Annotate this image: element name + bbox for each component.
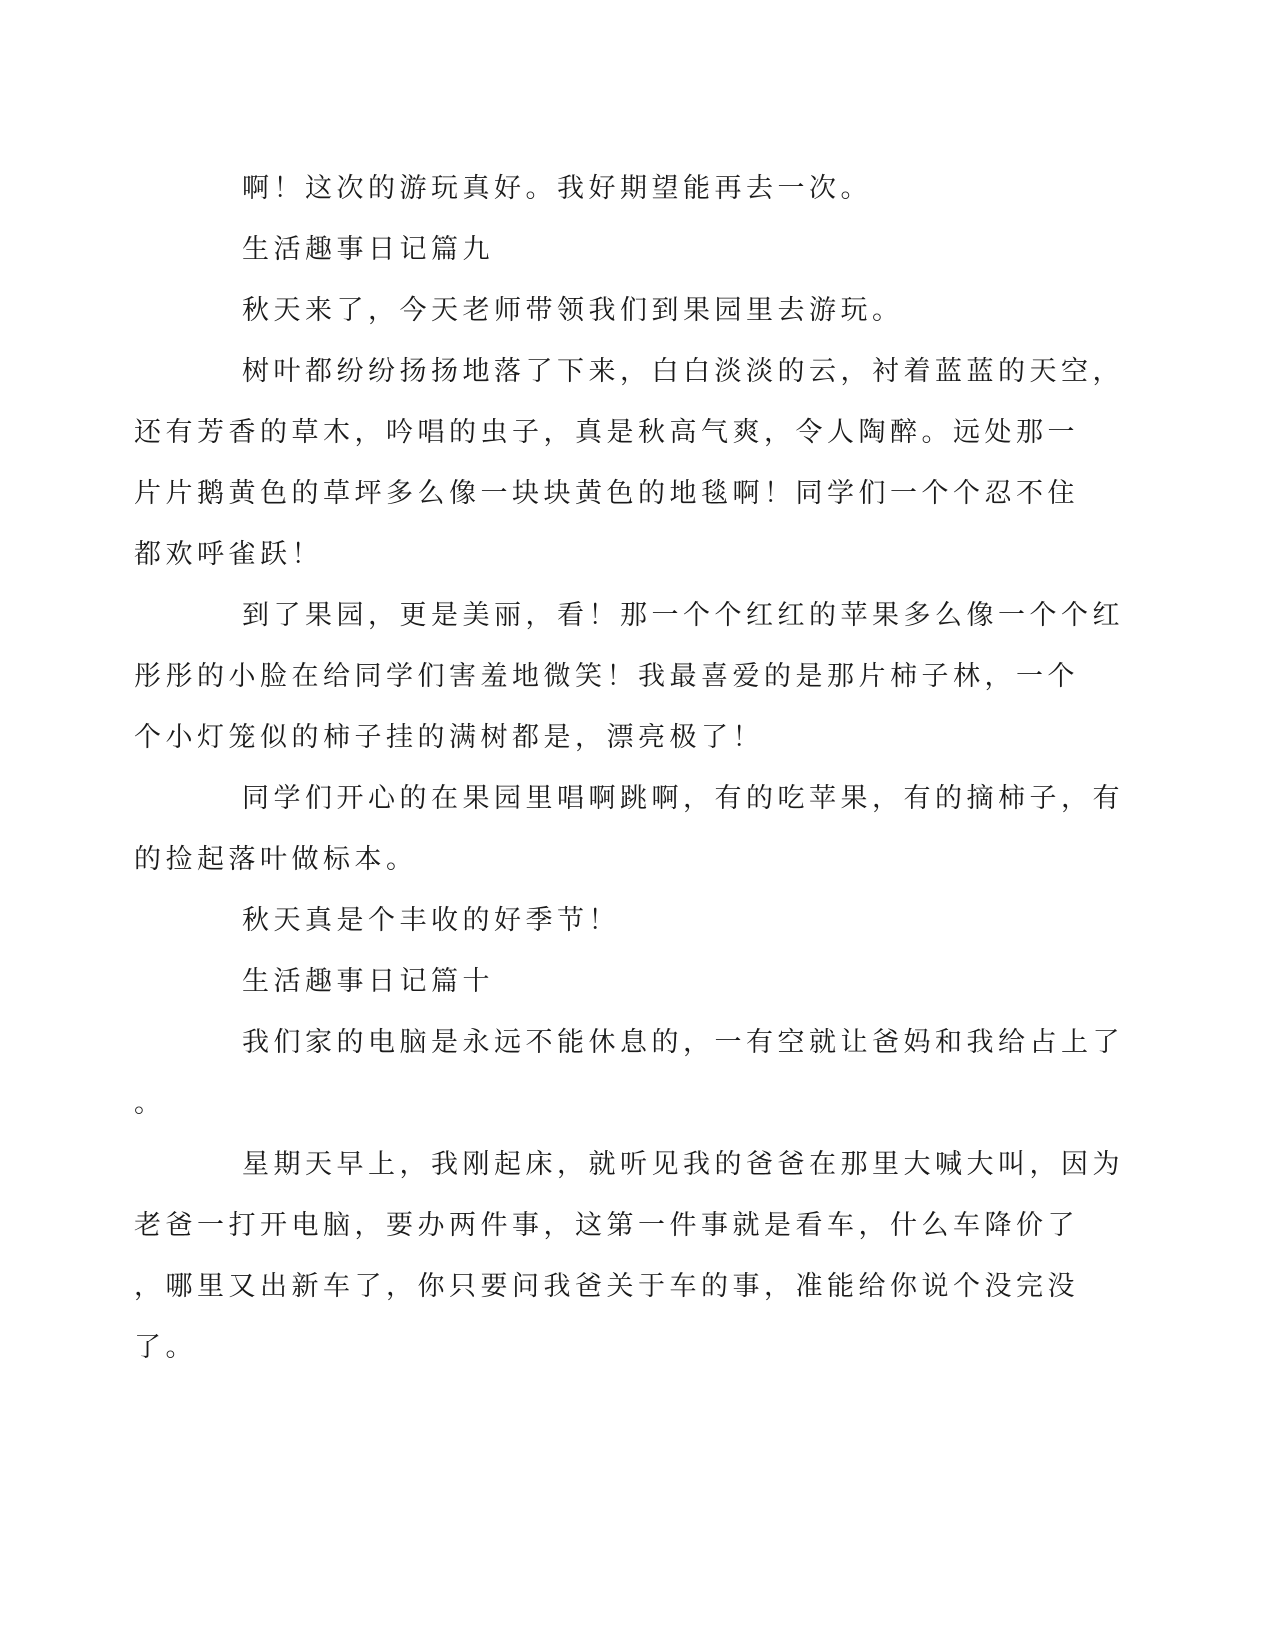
- text-line: 的捡起落叶做标本。: [134, 844, 418, 875]
- text-line: 老爸一打开电脑，要办两件事，这第一件事就是看车，什么车降价了: [134, 1210, 1079, 1241]
- paragraph: [134, 341, 1124, 585]
- text-line: 还有芳香的草木，吟唱的虫子，真是秋高气爽，令人陶醉。远处那一: [134, 417, 1079, 448]
- section-heading: [188, 951, 1068, 1012]
- text-line: 片片鹅黄色的草坪多么像一块块黄色的地毯啊！同学们一个个忍不住: [134, 478, 1079, 509]
- text-line: 都欢呼雀跃！: [134, 539, 323, 570]
- document-body: [134, 158, 1124, 1378]
- heading-text: 生活趣事日记篇九: [242, 234, 494, 265]
- text-line: 秋天真是个丰收的好季节！: [242, 905, 620, 936]
- heading-text: 生活趣事日记篇十: [242, 966, 494, 997]
- text-line: 树叶都纷纷扬扬地落了下来，白白淡淡的云，衬着蓝蓝的天空，: [242, 356, 1124, 387]
- text-line: 啊！这次的游玩真好。我好期望能再去一次。: [242, 173, 872, 204]
- paragraph: [134, 585, 1124, 768]
- paragraph: [134, 1134, 1124, 1378]
- text-line: 彤彤的小脸在给同学们害羞地微笑！我最喜爱的是那片柿子林，一个: [134, 661, 1079, 692]
- text-line: 秋天来了，今天老师带领我们到果园里去游玩。: [242, 295, 904, 326]
- paragraph: [188, 280, 1068, 341]
- paragraph: [188, 890, 1068, 951]
- text-line: 了。: [134, 1332, 197, 1363]
- text-line: 星期天早上，我刚起床，就听见我的爸爸在那里大喊大叫，因为: [242, 1149, 1124, 1180]
- text-line: 到了果园，更是美丽，看！那一个个红红的苹果多么像一个个红: [242, 600, 1124, 631]
- text-line: 同学们开心的在果园里唱啊跳啊，有的吃苹果，有的摘柿子，有: [242, 783, 1124, 814]
- text-line: 个小灯笼似的柿子挂的满树都是，漂亮极了！: [134, 722, 764, 753]
- text-line: ，哪里又出新车了，你只要问我爸关于车的事，准能给你说个没完没: [134, 1271, 1079, 1302]
- text-line: 。: [134, 1088, 166, 1119]
- paragraph: [188, 158, 1068, 219]
- section-heading: [188, 219, 1068, 280]
- paragraph: [134, 1012, 1124, 1134]
- paragraph: [134, 768, 1124, 890]
- text-line: 我们家的电脑是永远不能休息的，一有空就让爸妈和我给占上了: [242, 1027, 1124, 1058]
